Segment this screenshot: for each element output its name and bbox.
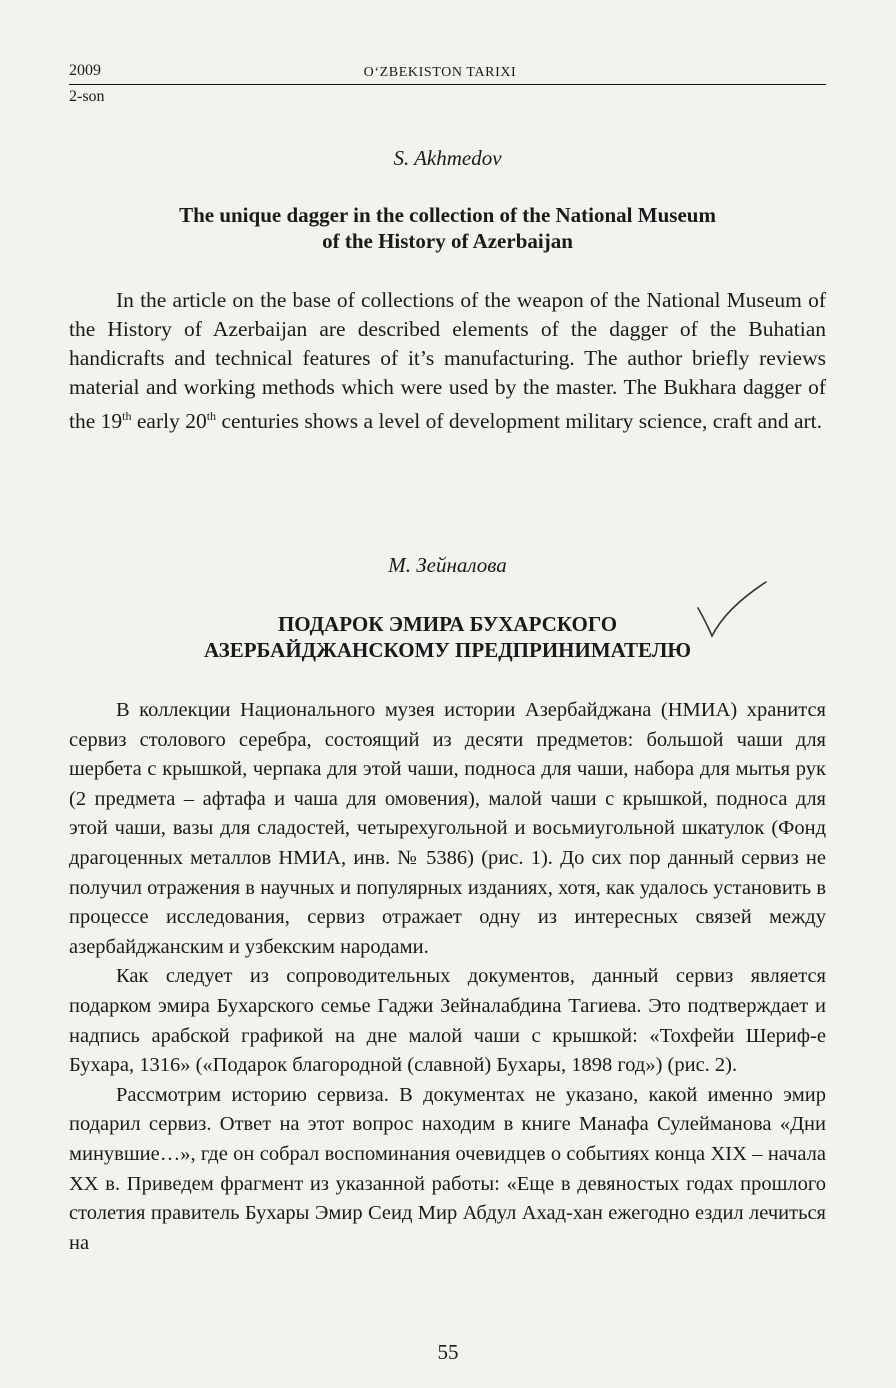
header-issue: 2-son (69, 88, 105, 105)
abstract-superscript-2: th (206, 409, 217, 423)
abstract-text-part-2: early 20 (131, 409, 207, 434)
summary-title-line-2: of the History of Azerbaijan (322, 229, 573, 253)
summary-abstract (69, 286, 826, 436)
article-title (90, 611, 805, 663)
article-title-line-2: АЗЕРБАЙДЖАНСКОМУ ПРЕДПРИНИМАТЕЛЮ (203, 638, 692, 662)
header-year: 2009 (69, 62, 101, 79)
summary-author: S. Akhmedov (393, 146, 502, 170)
abstract-text-part-1: In the article on the base of collections of the weapon of the National Museum of the History of Azerbaijan are described elements of the dagger of the Buhatian handicrafts and technical features of it’s manufacturing. The author briefly reviews material and working methods which were used by the master. The Bukhara dagger of the 19 (69, 288, 826, 434)
abstract-superscript-1: th (122, 409, 132, 423)
article-paragraph-2: Как следует из сопроводительных документов, данный сервиз является подарком эмира Бухарского семье Гаджи Зейналабдина Тагиева. Это подтверждает и надпись арабской графикой на дне малой чаши с крышкой: «Тохфейи Шериф-е Бухара, 1316» («Подарок благородной (славной) Бухары, 1898 год») (рис. 2). (69, 965, 826, 1077)
article-paragraph-3: Рассмотрим историю сервиза. В документах не указано, какой именно эмир подарил сервиз. Ответ на этот вопрос находим в книге Манафа Сулейманова «Дни минувшие…», где он собрал воспоминания очевидцев о событиях конца XIX – начала XX в. Приведем фрагмент из указанной работы: «Еще в девяностых годах прошлого столетия правитель Бухары Эмир Сеид Мир Абдул Ахад-хан ежегодно ездил лечиться на (69, 1083, 826, 1254)
page-number: 55 (437, 1340, 459, 1364)
article-author: М. Зейналова (388, 553, 507, 577)
header-rule (69, 84, 826, 85)
abstract-text-part-3: centuries shows a level of development military science, craft and art. (216, 409, 823, 434)
summary-title-line-1: The unique dagger in the collection of the National Museum (179, 203, 716, 227)
summary-title (90, 202, 805, 254)
summary-abstract-text (69, 286, 826, 436)
header-journal-title: O‘ZBEKISTON TARIXI (363, 65, 517, 80)
article-title-line-1: ПОДАРОК ЭМИРА БУХАРСКОГО (277, 612, 618, 636)
article-paragraph-1: В коллекции Национального музея истории Азербайджана (НМИА) хранится сервиз столового серебра, состоящий из десяти предметов: большой чаши для шербета с крышкой, черпака для этой чаши, подноса для чаши, набора для мытья рук (2 предмета – афтафа и чаша для омовения), малой чаши с крышкой, подноса для этой чаши, вазы для сладостей, четырехугольной и восьмиугольной шкатулок (Фонд драгоценных металлов НМИА, инв. № 5386) (рис. 1). До сих пор данный сервиз не получил отражения в научных и популярных изданиях, хотя, как удалось установить в процессе исследования, сервиз отражает одну из интересных связей между азербайджанским и узбекским народами. (69, 699, 826, 958)
article-body (69, 696, 826, 1258)
